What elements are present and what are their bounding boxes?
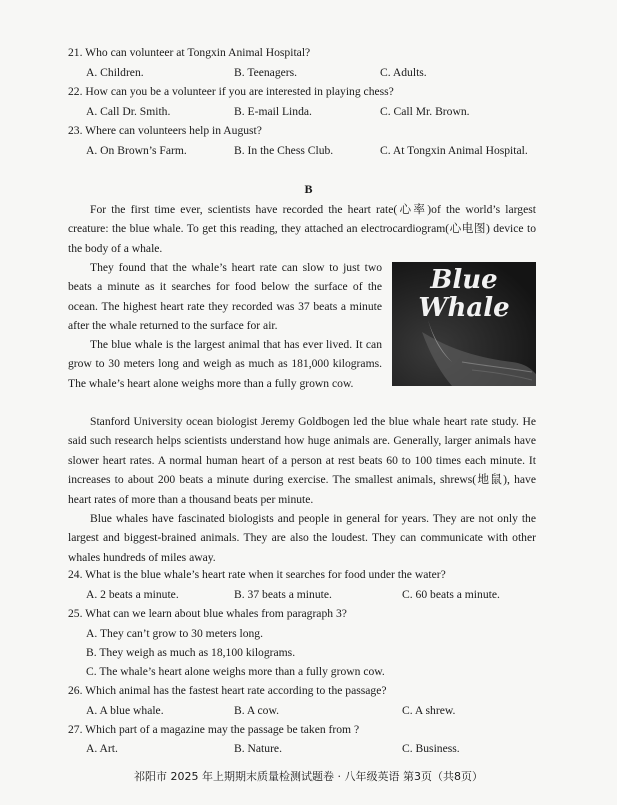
option-23b: B. In the Chess Club. [234, 144, 334, 157]
paragraph-1: For the first time ever, scientists have recorded the heart rate(心率)of the world’s largest creature: the blue whale. To get this reading, they attached an electrocardiogram(心电图) device to the body of a whale. [68, 203, 536, 255]
option-24a: A. 2 beats a minute. [86, 588, 179, 601]
photo-title: Blue Whale [418, 265, 510, 323]
option-21b: B. Teenagers. [234, 66, 298, 79]
question-25: 25. What can we learn about blue whales from paragraph 3? [68, 607, 347, 620]
option-23a: A. On Brown’s Farm. [86, 144, 187, 157]
option-21c: C. Adults. [380, 66, 427, 79]
question-27: 27. Which part of a magazine may the passage be taken from ? [68, 723, 360, 736]
option-22a: A. Call Dr. Smith. [86, 105, 171, 118]
question-21: 21. Who can volunteer at Tongxin Animal Hospital? [68, 46, 311, 59]
option-26b: B. A cow. [234, 704, 279, 717]
option-27c: C. Business. [402, 742, 460, 755]
paragraph-4: Stanford University ocean biologist Jeremy Goldbogen led the blue whale heart rate study. He said such research helps scientists understand how huge animals are. Generally, larger animals have slower heart rates. A normal human heart of a person at rest beats 60 to 100 times each minute. It increases to about 200 beats a minute during exercise. The smallest animals, shrews(地鼠), have heart rates of more than a thousand beats per minute. [68, 415, 536, 506]
option-27b: B. Nature. [234, 742, 282, 755]
question-22: 22. How can you be a volunteer if you are interested in playing chess? [68, 85, 394, 98]
option-26c: C. A shrew. [402, 704, 456, 717]
option-25c: C. The whale’s heart alone weighs more than a fully grown cow. [86, 665, 385, 678]
option-21a: A. Children. [86, 66, 144, 79]
option-25b: B. They weigh as much as 18,100 kilograms. [86, 646, 296, 659]
question-26: 26. Which animal has the fastest heart rate according to the passage? [68, 684, 387, 697]
page-footer: 祁阳市 2025 年上期期末质量检测试题卷 · 八年级英语 第3页（共8页） [134, 770, 483, 783]
question-23: 23. Where can volunteers help in August? [68, 124, 262, 137]
question-24: 24. What is the blue whale’s heart rate when it searches for food under the water? [68, 568, 446, 581]
paragraph-2: They found that the whale’s heart rate can slow to just two beats a minute as it searches for food below the surface of the ocean. The highest heart rate they recorded was 37 beats a minute after the whale returned to the surface for air. [68, 261, 382, 333]
option-23c: C. At Tongxin Animal Hospital. [380, 144, 528, 157]
option-22b: B. E-mail Linda. [234, 105, 312, 118]
blue-whale-photo [392, 262, 536, 386]
paragraph-5: Blue whales have fascinated biologists and people in general for years. They are not only the largest and biggest-brained animals. They are also the loudest. They can communicate with other whales hundreds of miles away. [68, 512, 536, 564]
option-22c: C. Call Mr. Brown. [380, 105, 470, 118]
option-24c: C. 60 beats a minute. [402, 588, 500, 601]
paragraph-3: The blue whale is the largest animal that has ever lived. It can grow to 30 meters long and weigh as much as 181,000 kilograms. The whale’s heart alone weighs more than a fully grown cow. [68, 338, 382, 390]
option-25a: A. They can’t grow to 30 meters long. [86, 627, 263, 640]
option-26a: A. A blue whale. [86, 704, 164, 717]
option-24b: B. 37 beats a minute. [234, 588, 332, 601]
section-label: B [304, 182, 313, 196]
option-27a: A. Art. [86, 742, 118, 755]
